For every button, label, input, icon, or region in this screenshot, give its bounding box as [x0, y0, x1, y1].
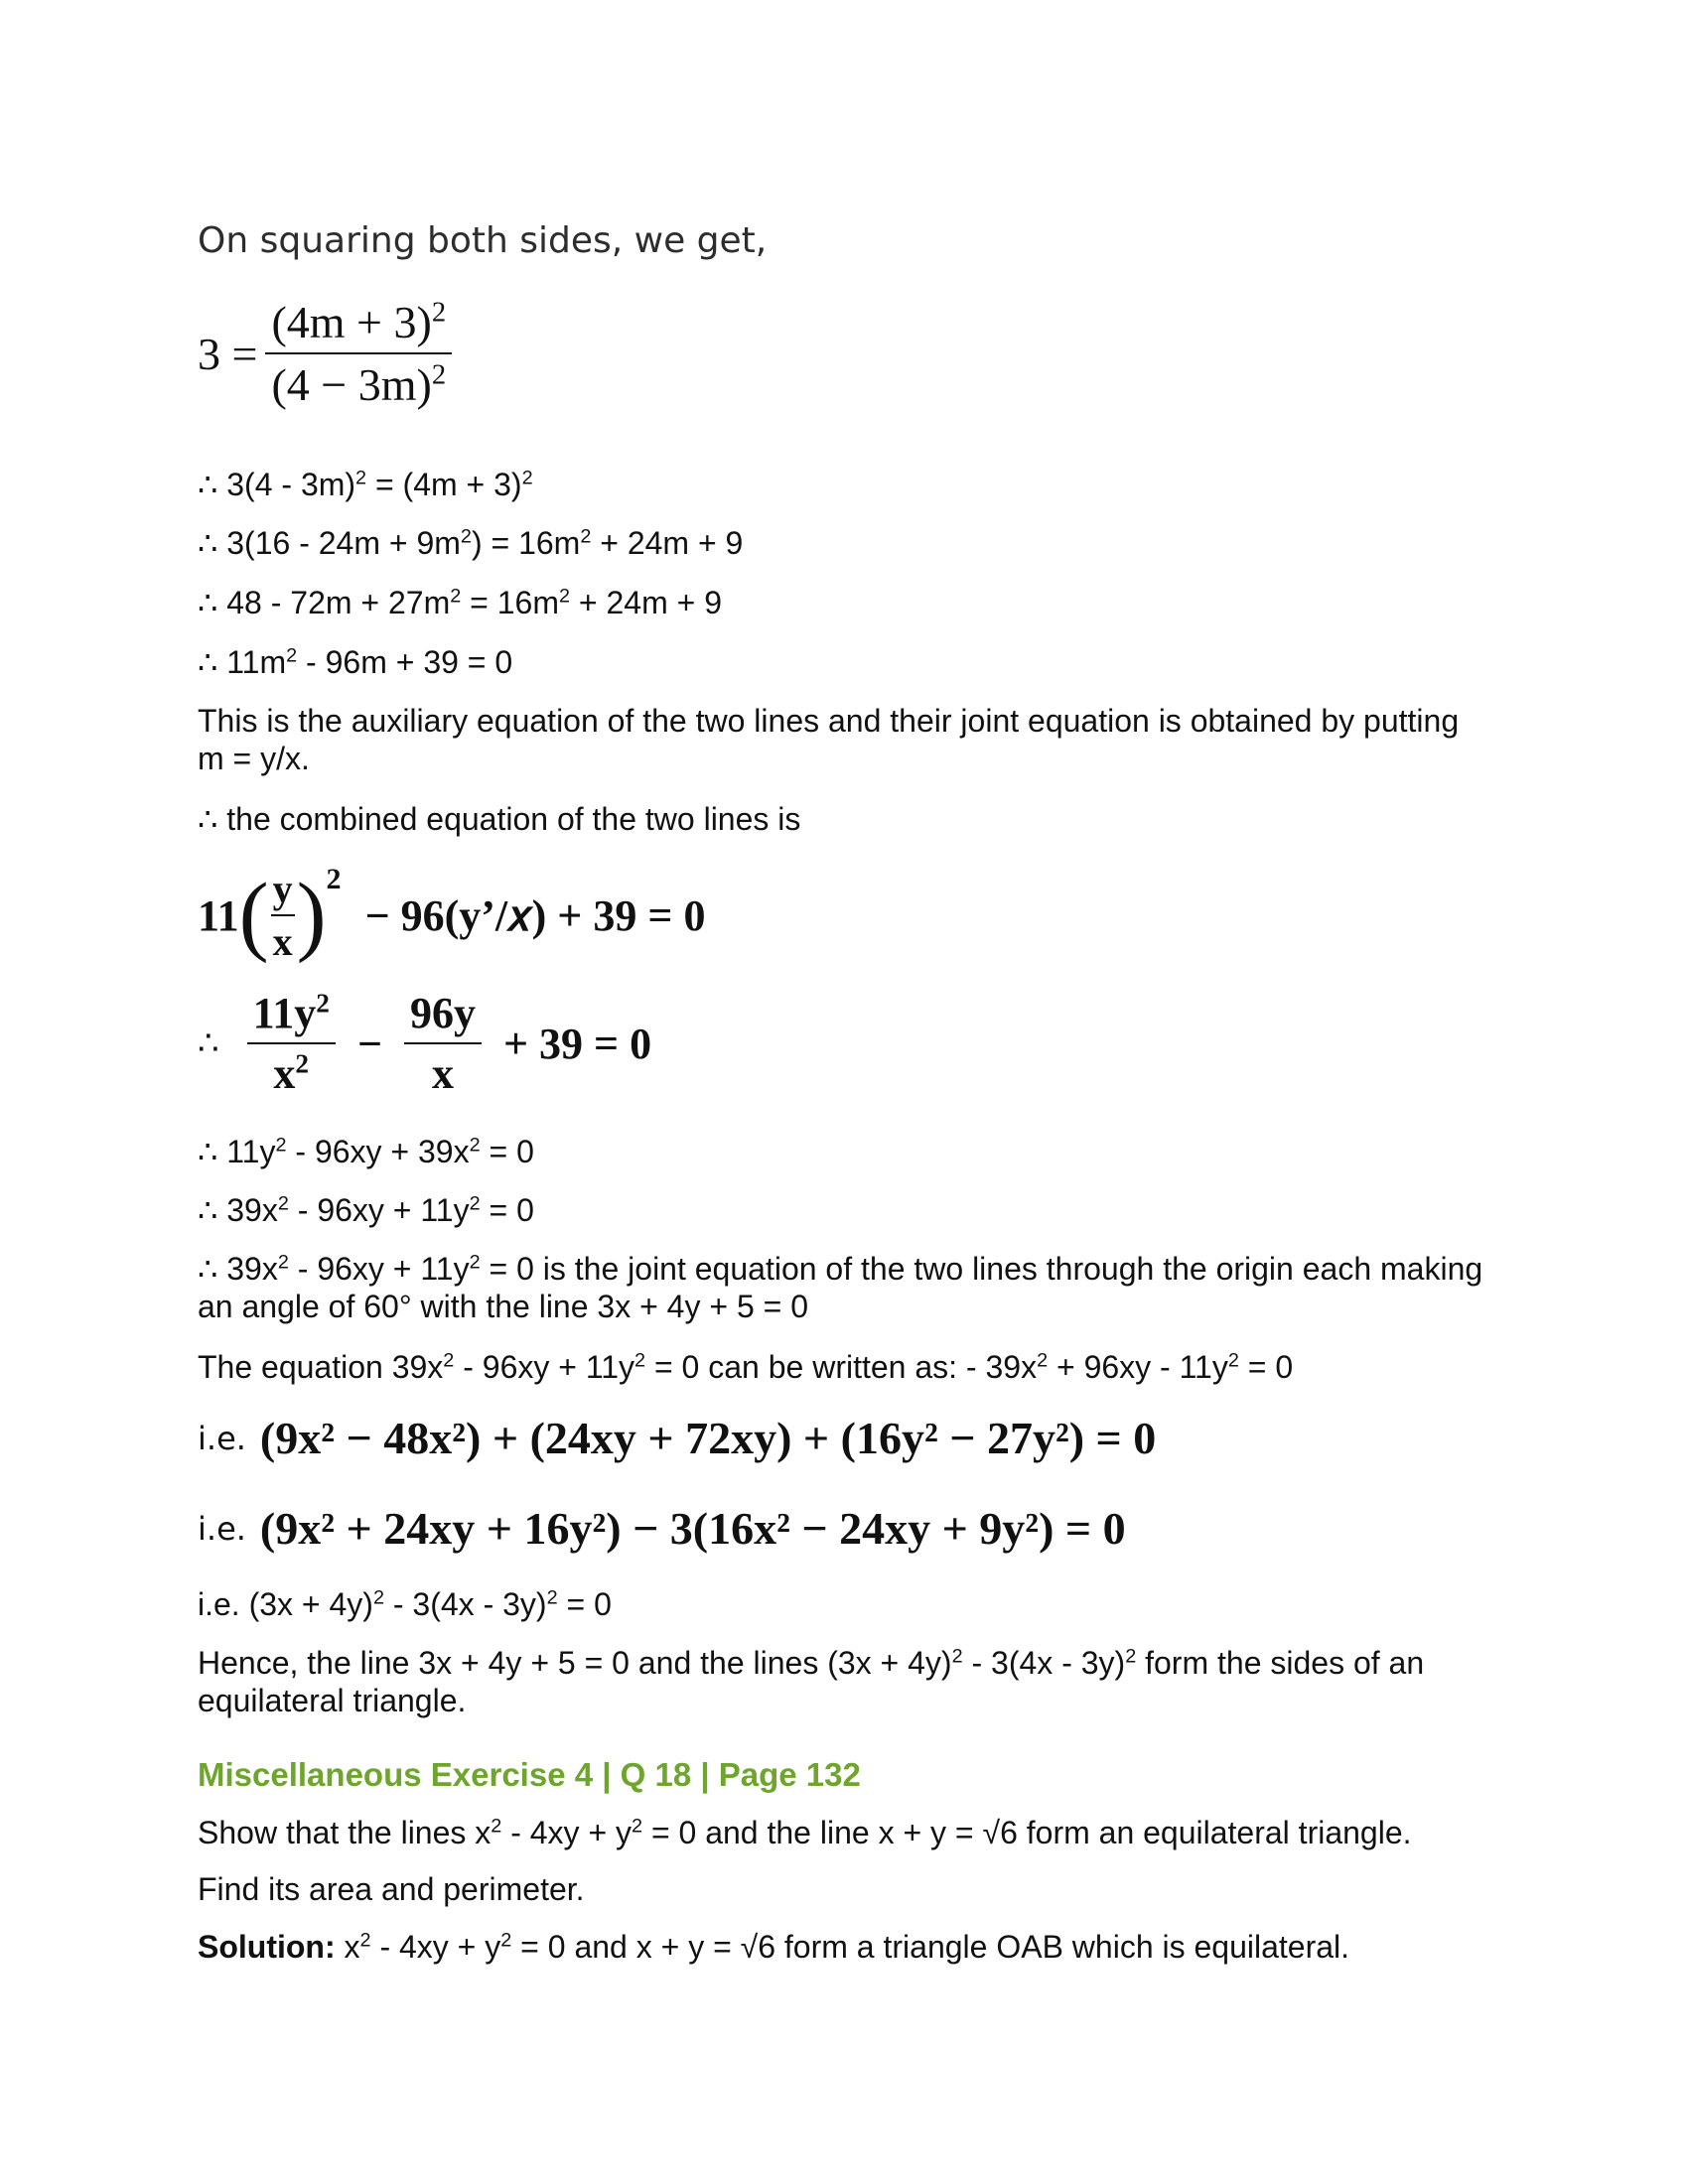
joint-equation-paragraph: ∴ $39x^2 - 96xy + 11y^2 = 0$ is the joint equation of the two lines through the origin each making an angle of 60° with the line 3x + 4y + 5 = 0	[198, 1251, 1483, 1324]
math-line-1: 11 ( $\frac{y}{x}$ ) 2 − 96(y’/𝑥) + 39 = 0	[198, 863, 706, 964]
question-line-1: Show that the lines $x^2 - 4xy + y^2 = 0$ and the line x + y = √6 form an equilateral triangle.	[198, 1815, 1412, 1850]
step-line-2: ∴ $3(16 - 24m + 9m^2) = 16m^2 + 24m + 9$	[198, 525, 744, 561]
rewrite-line: The equation $39x^2 - 96xy + 11y^2 = 0$ can be written as: - $39x^2 + 96xy - 11y^2 = 0$	[198, 1349, 1294, 1385]
combined-line: ∴ the combined equation of the two lines is	[198, 801, 801, 837]
math-line-2: ∴ $\frac{11y^2}{x^2}$ − $\frac{96y}{x}$ + 39 = 0	[198, 988, 652, 1098]
ie-line-1: i.e. (9x² − 48x²) + (24xy + 72xy) + (16y² − 27y²) = 0	[198, 1413, 1157, 1463]
fraction-numerator: (4m + 3)	[271, 297, 432, 347]
equation-lhs: 3 =	[198, 328, 258, 379]
step-line-3: ∴ $48 - 72m + 27m^2 = 16m^2 + 24m + 9$	[198, 585, 723, 620]
question-line-2: Find its area and perimeter.	[198, 1871, 585, 1907]
step-line-6: ∴ $39x^2 - 96xy + 11y^2 = 0$	[198, 1192, 534, 1228]
step-line-4: ∴ $11m^2 - 96m + 39 = 0$	[198, 644, 513, 680]
step-line-1: ∴ $3(4 - 3m)^2 = (4m + 3)^2$	[198, 467, 533, 502]
exercise-heading: Miscellaneous Exercise 4 | Q 18 | Page 132	[198, 1756, 861, 1793]
equation-fraction: $\frac{(4m + 3)^2}{(4 - 3m)^2}$	[265, 296, 452, 411]
intro-line: On squaring both sides, we get,	[198, 220, 768, 261]
ie-line-2: i.e. (9x² + 24xy + 16y²) − 3(16x² − 24xy + 9y²) = 0	[198, 1503, 1126, 1554]
auxiliary-paragraph: This is the auxiliary equation of the two lines and their joint equation is obtained by putting m = y/x.	[198, 703, 1460, 776]
squared-equation	[198, 296, 460, 411]
step-line-5: ∴ $11y^2 - 96xy + 39x^2 = 0$	[198, 1134, 534, 1169]
conclusion-paragraph: Hence, the line 3x + 4y + 5 = 0 and the lines $(3x + 4y)^2 - 3(4x - 3y)^2$ form the sides of an equilateral triangle.	[198, 1645, 1425, 1718]
solution-label: Solution:	[198, 1929, 336, 1965]
fraction-denominator: (4 − 3m)	[271, 359, 432, 410]
solution-line: Solution: $x^2 - 4xy + y^2 = 0$ and x + y = √6 form a triangle OAB which is equilateral.	[198, 1929, 1350, 1965]
factored-line: i.e. $(3x + 4y)^2 - 3(4x - 3y)^2 = 0$	[198, 1586, 612, 1622]
